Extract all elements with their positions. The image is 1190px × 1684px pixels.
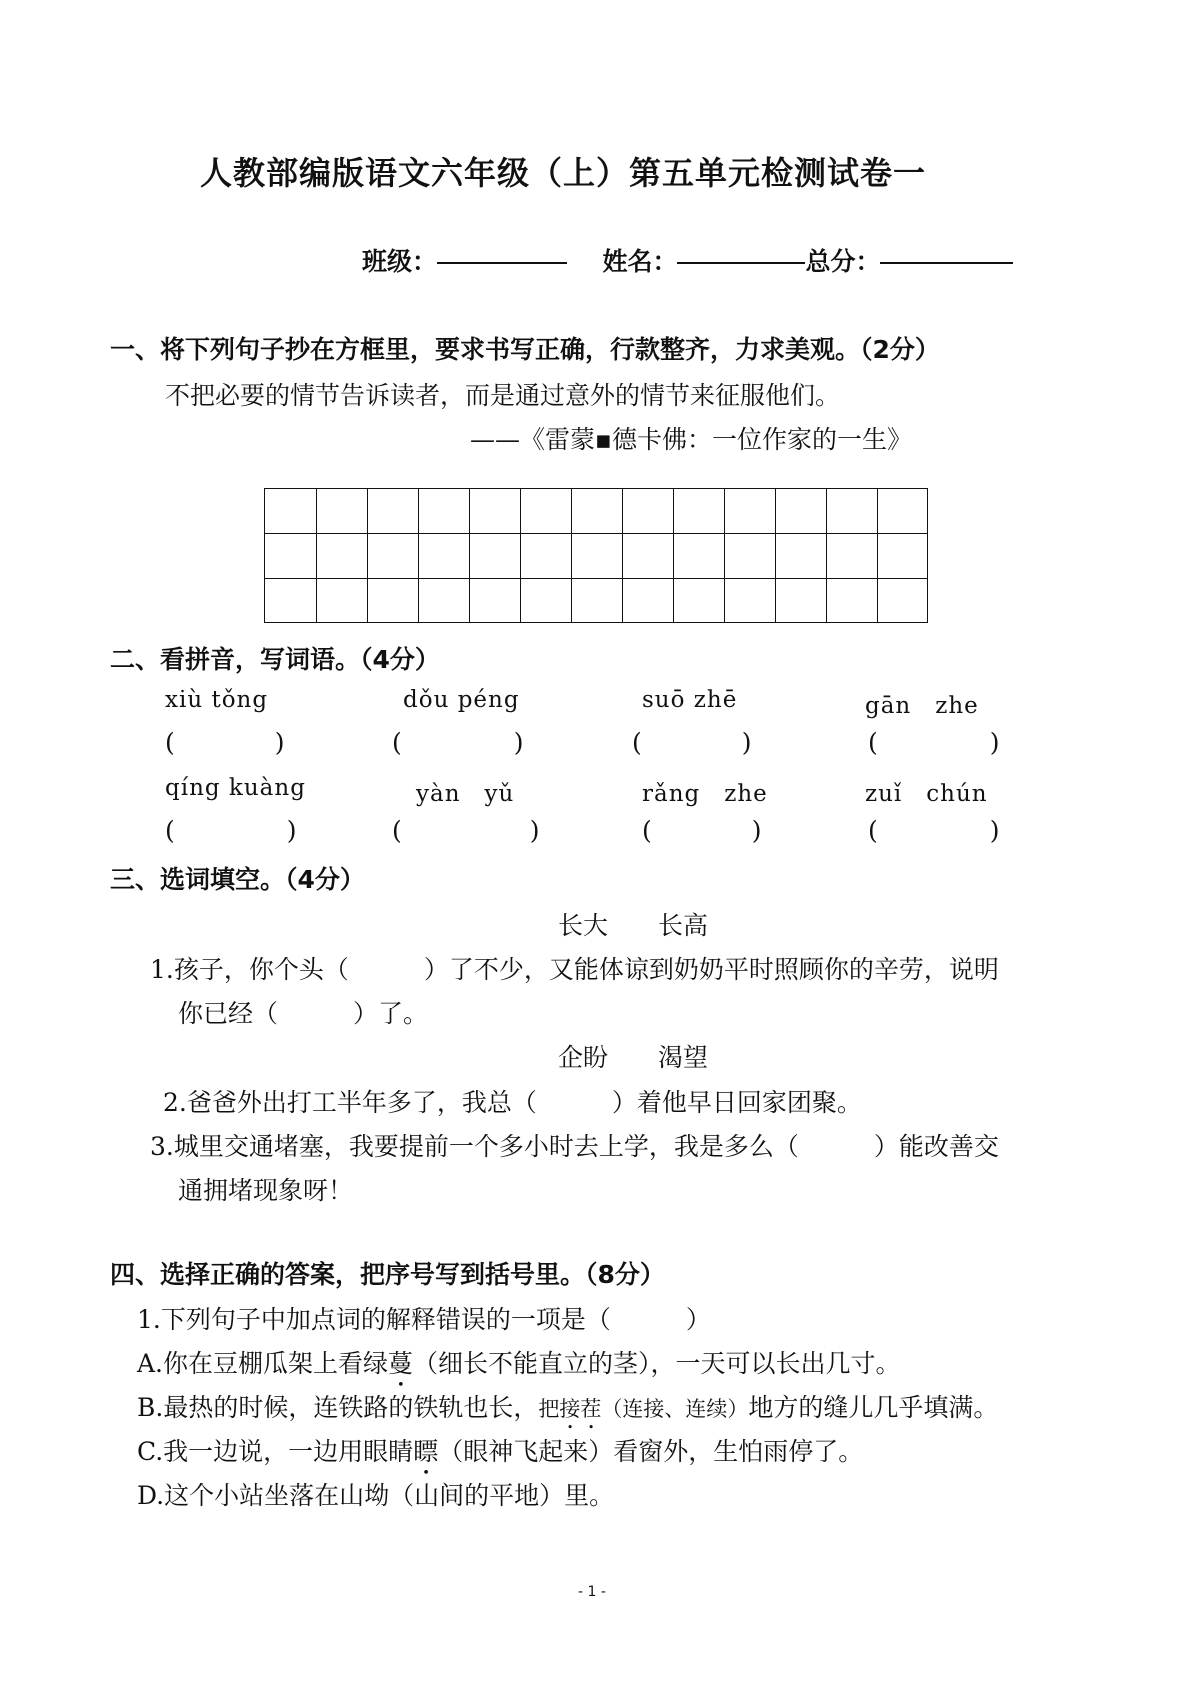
answer-bracket-6[interactable]: ( ) <box>392 816 540 845</box>
page-title: 人教部编版语文六年级（上）第五单元检测试卷一 <box>200 154 927 192</box>
pinyin-1: xiù tǒng <box>165 687 269 713</box>
section-4-heading: 四、选择正确的答案，把序号写到括号里。（8分） <box>110 1260 665 1289</box>
class-label: 班级： <box>362 247 438 276</box>
name-label: 姓名： <box>602 247 678 276</box>
option-a-text-pre: A.你在豆棚瓜架上看绿 <box>137 1349 389 1378</box>
class-blank[interactable] <box>437 262 567 264</box>
option-b-small-pre: 把 <box>538 1397 560 1421</box>
pinyin-2: dǒu péng <box>403 687 520 713</box>
pinyin-7: rǎng zhe <box>642 781 768 807</box>
pinyin-4: gān zhe <box>865 693 979 719</box>
option-b[interactable] <box>137 1388 998 1434</box>
question-1-line-1: 1.孩子，你个头（ ）了不少，又能体谅到奶奶平时照顾你的辛劳，说明 <box>150 955 999 984</box>
answer-bracket-3[interactable]: ( ) <box>632 728 752 757</box>
option-b-text-pre: B.最热的时候，连铁路的铁轨也长， <box>137 1393 539 1422</box>
section-1-heading: 一、将下列句子抄在方框里，要求书写正确，行款整齐，力求美观。（2分） <box>110 335 940 364</box>
question-3-line-2: 通拥堵现象呀！ <box>178 1176 354 1205</box>
option-b-gloss: （连接、连续） <box>601 1397 749 1421</box>
word-choices-1: 长大 长高 <box>558 911 709 940</box>
option-c[interactable] <box>137 1432 863 1481</box>
answer-bracket-7[interactable]: ( ) <box>642 816 762 845</box>
option-c-text-pre: C.我一边说，一边用眼睛 <box>137 1437 414 1466</box>
student-info-row <box>362 242 1013 278</box>
option-c-dotted-word: 瞟 <box>413 1437 439 1466</box>
section-3-heading: 三、选词填空。（4分） <box>110 865 365 894</box>
pinyin-8: zuǐ chún <box>865 781 988 807</box>
question-1-line-2: 你已经（ ）了。 <box>178 999 429 1028</box>
option-b-text-post: 地方的缝儿几乎填满。 <box>748 1393 999 1422</box>
answer-bracket-1[interactable]: ( ) <box>165 728 285 757</box>
copy-sentence: 不把必要的情节告诉读者，而是通过意外的情节来征服他们。 <box>165 381 841 410</box>
option-b-dotted-word: 接茬 <box>559 1397 602 1421</box>
option-a-dotted-word: 蔓 <box>388 1349 414 1378</box>
mc-question-1: 1.下列句子中加点词的解释错误的一项是（ ） <box>137 1305 711 1334</box>
option-a-text-post: （细长不能直立的茎），一天可以长出几寸。 <box>413 1349 901 1378</box>
option-c-text-post: （眼神飞起来）看窗外，生怕雨停了。 <box>438 1437 864 1466</box>
option-a[interactable] <box>137 1344 901 1393</box>
answer-bracket-2[interactable]: ( ) <box>392 728 524 757</box>
section-2-heading: 二、看拼音，写词语。（4分） <box>110 645 440 674</box>
question-2: 2.爸爸外出打工半年多了，我总（ ）着他早日回家团聚。 <box>163 1088 862 1117</box>
name-blank[interactable] <box>677 262 805 264</box>
answer-bracket-8[interactable]: ( ) <box>868 816 1000 845</box>
pinyin-3: suō zhē <box>642 687 738 713</box>
pinyin-5: qíng kuàng <box>165 775 306 801</box>
word-choices-2: 企盼 渴望 <box>558 1043 709 1072</box>
sentence-source: ——《雷蒙▪德卡佛：一位作家的一生》 <box>470 425 912 454</box>
question-3-line-1: 3.城里交通堵塞，我要提前一个多小时去上学，我是多么（ ）能改善交 <box>150 1132 999 1161</box>
page-number: - 1 - <box>578 1584 606 1600</box>
score-label: 总分： <box>805 247 881 276</box>
writing-grid[interactable] <box>264 488 928 623</box>
pinyin-6: yàn yǔ <box>416 781 515 807</box>
option-d[interactable]: D.这个小站坐落在山坳（山间的平地）里。 <box>137 1481 615 1510</box>
answer-bracket-4[interactable]: ( ) <box>868 728 1000 757</box>
score-blank[interactable] <box>880 262 1013 264</box>
answer-bracket-5[interactable]: ( ) <box>165 816 297 845</box>
